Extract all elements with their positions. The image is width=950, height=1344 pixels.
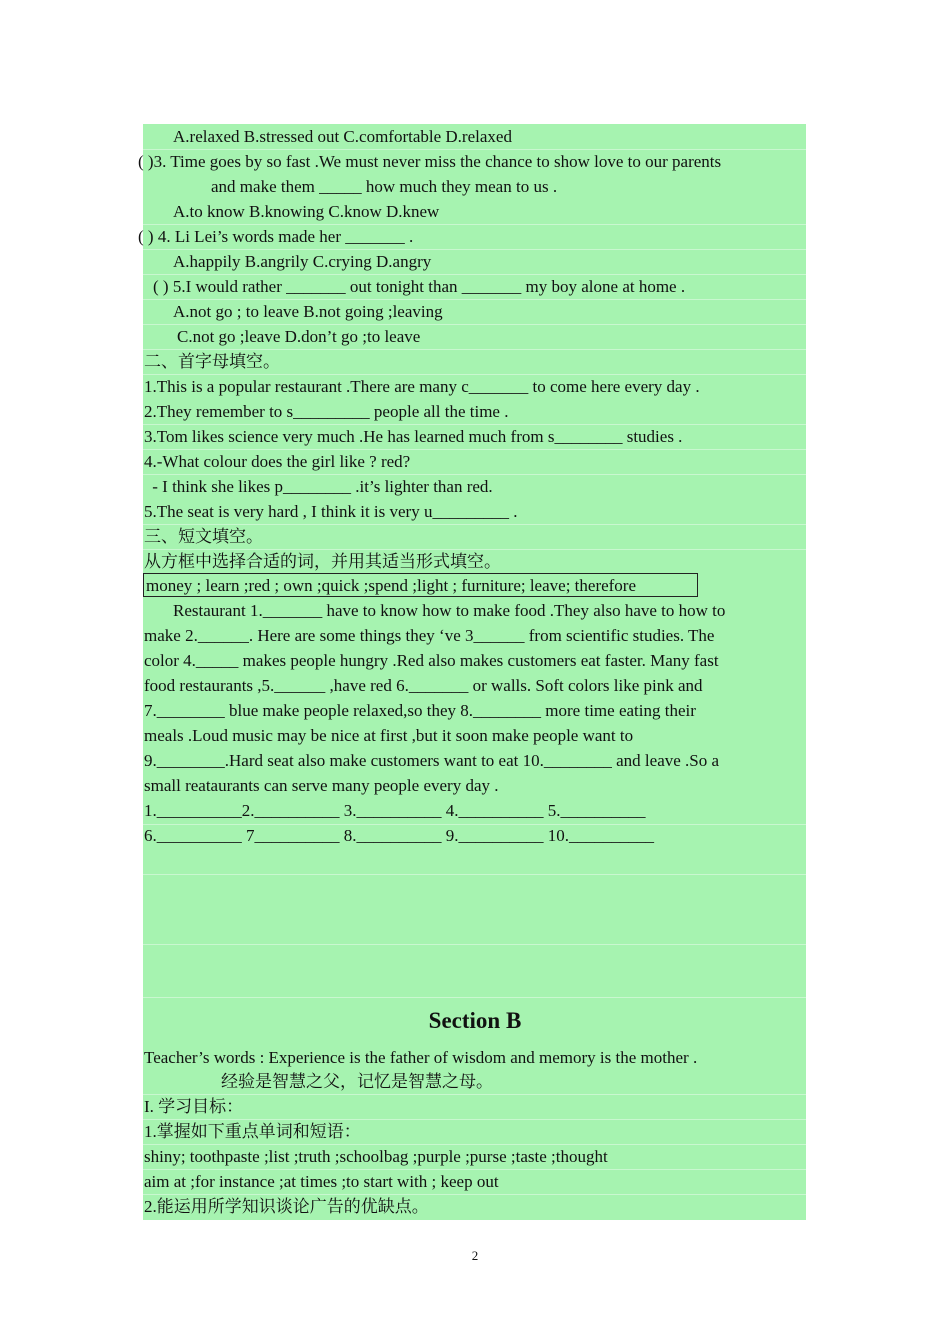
mc-q4-stem: ( ) 4. Li Lei’s words made her _______ . [138,227,414,246]
section-b-title: Section B [428,1008,522,1033]
initial-letter-item: 2.They remember to s_________ people all the time . [144,402,509,421]
row-separator [143,997,806,998]
mc-q2-options: A.relaxed B.stressed out C.comfortable D.relaxed [173,127,512,146]
cloze-passage-line: 9.________.Hard seat also make customers want to eat 10.________ and leave .So a [144,751,720,770]
mc-q4-options: A.happily B.angrily C.crying D.angry [173,252,432,271]
initial-letter-heading: 二、首字母填空。 [144,352,280,371]
cloze-word-box: money ; learn ;red ; own ;quick ;spend ;light ; furniture; leave; therefore [146,576,637,595]
goals-heading: I. 学习目标： [144,1097,244,1116]
cloze-answer-row: 6.__________ 7__________ 8.__________ 9.__________ 10.__________ [144,826,654,845]
mc-q5-options-cd: C.not go ;leave D.don’t go ;to leave [177,327,421,346]
mc-q5-stem: ( ) 5.I would rather _______ out tonight than _______ my boy alone at home . [153,277,686,296]
row-separator [143,944,806,945]
key-words-line: shiny; toothpaste ;list ;truth ;schoolbag ;purple ;purse ;taste ;thought [144,1147,608,1166]
initial-letter-item: 4.-What colour does the girl like ? red? [144,452,411,471]
cloze-passage-line: 7.________ blue make people relaxed,so they 8.________ more time eating their [144,701,696,720]
cloze-passage-line: Restaurant 1._______ have to know how to make food .They also have to how to [173,601,726,620]
cloze-passage-line: color 4._____ makes people hungry .Red also makes customers eat faster. Many fast [144,651,719,670]
key-phrases-line: aim at ;for instance ;at times ;to start with ; keep out [144,1172,499,1191]
mc-q3-stem-cont: and make them _____ how much they mean to us . [211,177,558,196]
row-separator [143,874,806,875]
teacher-words-cn: 经验是智慧之父，记忆是智慧之母。 [221,1072,493,1091]
highlight-band-middle [143,824,806,1000]
cloze-passage-line: small reataurants can serve many people every day . [144,776,499,795]
initial-letter-item: 3.Tom likes science very much .He has learned much from s________ studies . [144,427,683,446]
initial-letter-item: - I think she likes p________ .it’s lighter than red. [148,477,493,496]
goal-1: 1.掌握如下重点单词和短语： [144,1122,361,1141]
cloze-answer-row: 1.__________2.__________ 3.__________ 4.__________ 5.__________ [144,801,646,820]
cloze-heading: 三、短文填空。 [144,527,263,546]
cloze-passage-line: meals .Loud music may be nice at first ,but it soon make people want to [144,726,634,745]
mc-q3-options: A.to know B.knowing C.know D.knew [173,202,440,221]
teacher-words: Teacher’s words : Experience is the father of wisdom and memory is the mother . [144,1048,698,1067]
cloze-instruction: 从方框中选择合适的词，并用其适当形式填空。 [144,552,501,571]
mc-q5-options-ab: A.not go ; to leave B.not going ;leaving [173,302,443,321]
cloze-passage-line: make 2.______. Here are some things they ‘ve 3______ from scientific studies. The [144,626,715,645]
goal-2: 2.能运用所学知识谈论广告的优缺点。 [144,1197,429,1216]
mc-q3-stem: ( )3. Time goes by so fast .We must never miss the chance to show love to our parents [138,152,722,171]
initial-letter-item: 1.This is a popular restaurant .There are many c_______ to come here every day . [144,377,700,396]
initial-letter-item: 5.The seat is very hard , I think it is very u_________ . [144,502,518,521]
page-number: 2 [471,1248,479,1263]
cloze-passage-line: food restaurants ,5.______ ,have red 6._______ or walls. Soft colors like pink and [144,676,703,695]
